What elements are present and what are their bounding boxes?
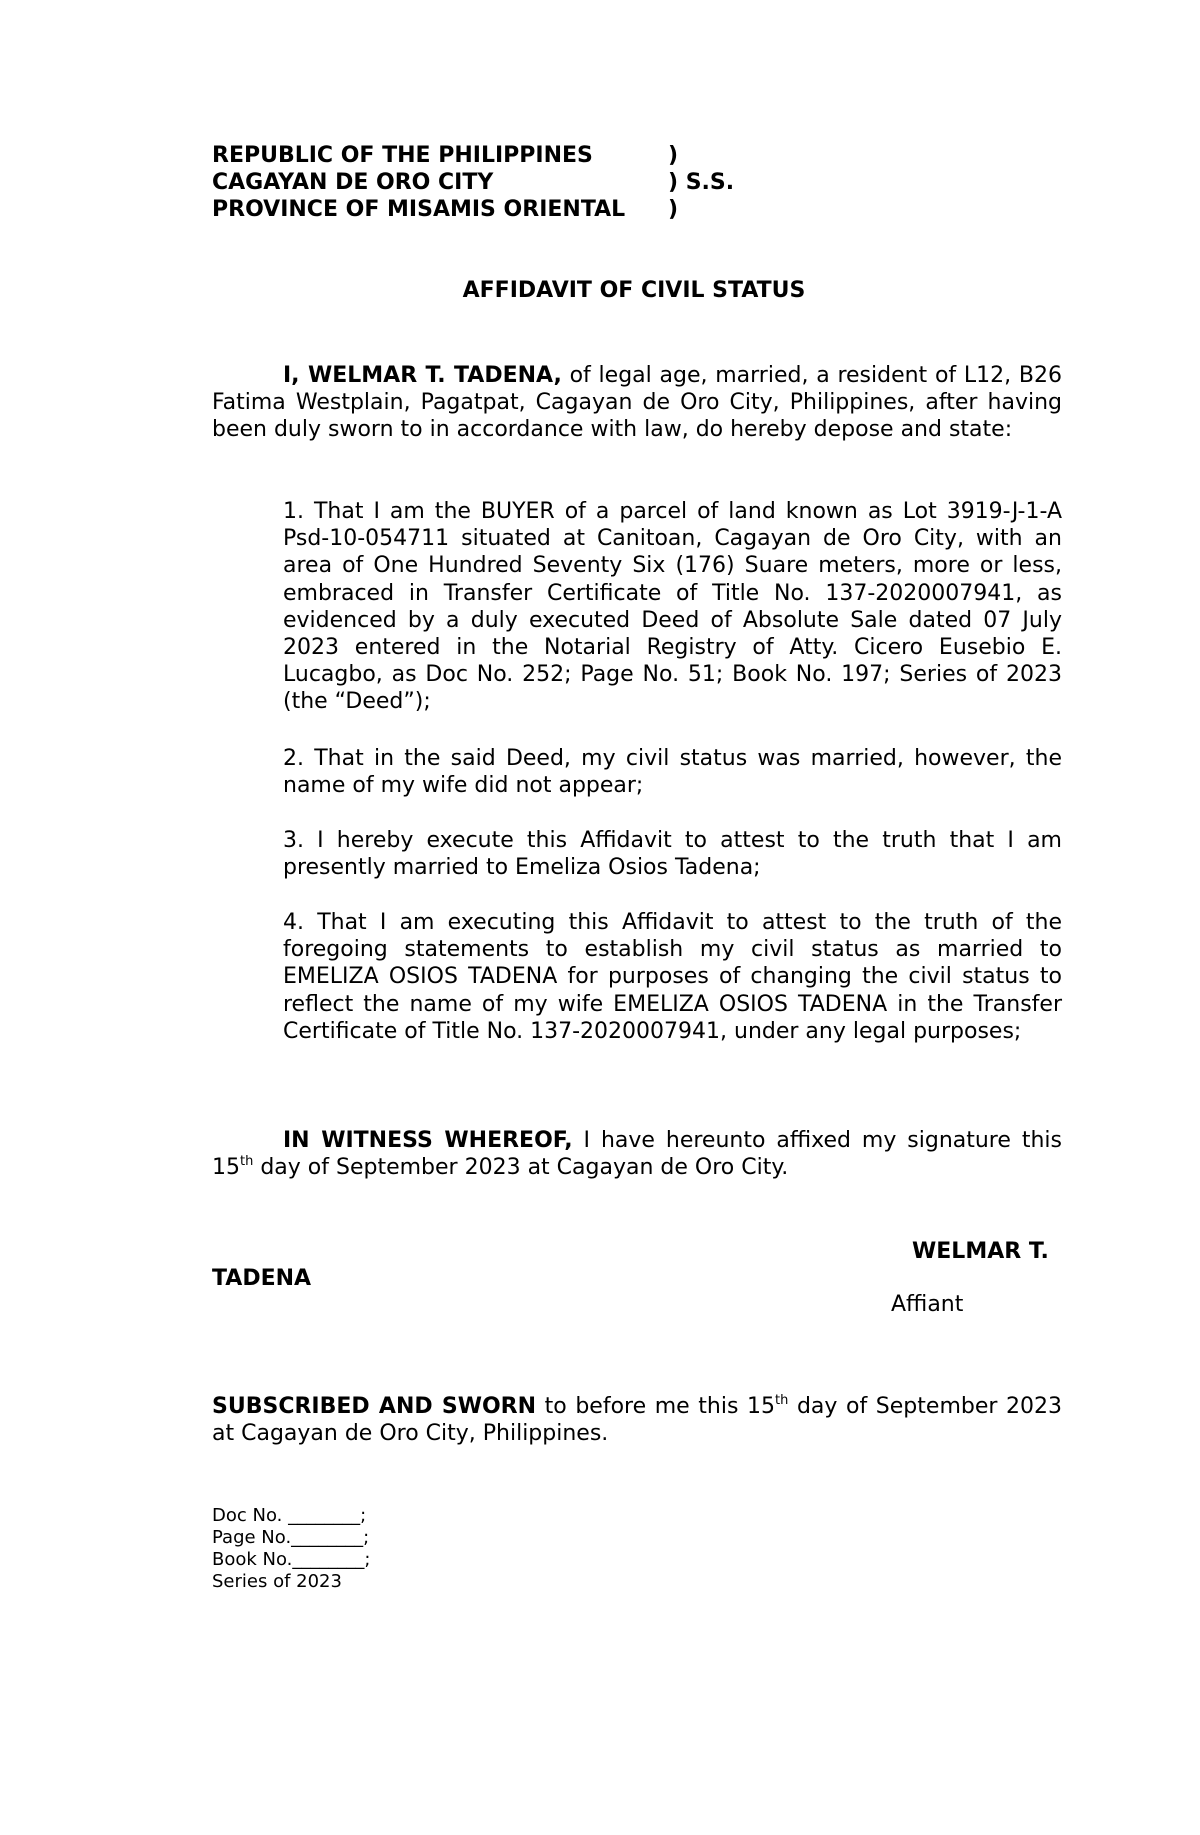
affiant-label: Affiant: [891, 1292, 964, 1317]
venue-caption: [212, 142, 735, 223]
intro-text: of legal age, married, a resident of L12, B26 Fatima Westplain, Pagatpat, Cagayan de Oro City, Philippines, after having been duly sworn to in accordance with law, do hereby depose and state:: [212, 363, 1062, 443]
book-no-line: Book No.________;: [212, 1549, 371, 1570]
jurat-sup: th: [775, 1393, 789, 1408]
statement-4: 4. That I am executing this Affidavit to attest to the truth of the foregoing statements to establish my civil status as married to EMELIZA OSIOS TADENA for purposes of changing the civil status to reflect the name of my wife EMELIZA OSIOS TADENA in the Transfer Certificate of Title No. 137-2020007941, under any legal purposes;: [283, 910, 1062, 1044]
caption-ss: ) S.S.: [668, 170, 735, 195]
signatory-name-part2: TADENA: [212, 1266, 312, 1291]
statement-3: 3. I hereby execute this Affidavit to attest to the truth that I am presently married to Emeliza Osios Tadena;: [283, 828, 1062, 881]
jurat-text-b: day of September 2023 at Cagayan de Oro City, Philippines.: [212, 1394, 1062, 1447]
statement-1: 1. That I am the BUYER of a parcel of land known as Lot 3919-J-1-A Psd-10-054711 situated at Canitoan, Cagayan de Oro City, with an area of One Hundred Seventy Six (176) Suare meters, more or less, embraced in Transfer Certificate of Title No. 137-2020007941, as evidenced by a duly executed Deed of Absolute Sale dated 07 July 2023 entered in the Notarial Registry of Atty. Cicero Eusebio E. Lucagbo, as Doc No. 252; Page No. 51; Book No. 197; Series of 2023 (the “Deed”);: [283, 499, 1062, 715]
document-title: AFFIDAVIT OF CIVIL STATUS: [462, 278, 806, 303]
witness-text-b: day of September 2023 at Cagayan de Oro City.: [253, 1155, 789, 1181]
doc-no-line: Doc No. ________;: [212, 1505, 367, 1526]
caption-republic: REPUBLIC OF THE PHILIPPINES: [212, 143, 593, 168]
caption-province: PROVINCE OF MISAMIS ORIENTAL: [212, 197, 626, 222]
witness-paragraph: [212, 1127, 1062, 1181]
page-no-line: Page No.________;: [212, 1527, 370, 1548]
affiant-name-intro: I, WELMAR T. TADENA,: [283, 363, 562, 388]
caption-city: CAGAYAN DE ORO CITY: [212, 170, 494, 195]
witness-text-a: I have hereunto affixed my signature this 15: [212, 1128, 1062, 1181]
jurat-text-a: to before me this 15: [536, 1394, 776, 1419]
jurat-paragraph: [212, 1393, 1062, 1447]
caption-paren-3: ): [668, 197, 679, 222]
jurat-lead: SUBSCRIBED AND SWORN: [212, 1394, 537, 1419]
intro-paragraph: [212, 362, 1062, 444]
statement-2: 2. That in the said Deed, my civil status was married, however, the name of my wife did not appear;: [283, 746, 1062, 799]
notarial-register-block: [212, 1505, 370, 1593]
series-line: Series of 2023: [212, 1571, 342, 1592]
caption-paren-1: ): [668, 143, 679, 168]
witness-lead: IN WITNESS WHEREOF,: [283, 1128, 573, 1153]
witness-sup: th: [240, 1154, 254, 1170]
signatory-name-part1: WELMAR T.: [912, 1239, 1049, 1264]
